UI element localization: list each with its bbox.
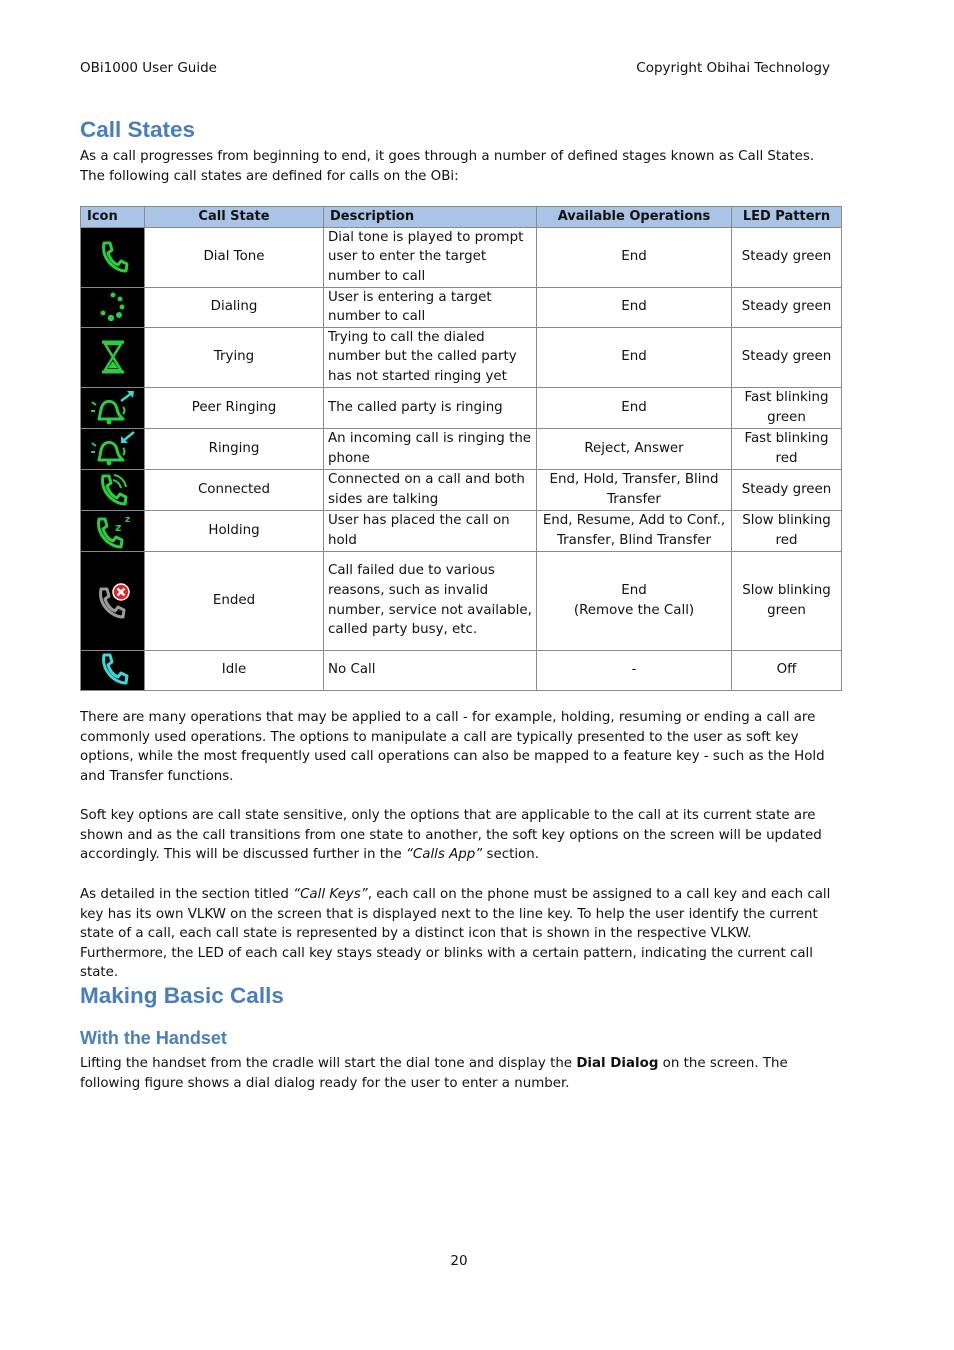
column-header-led-pattern: LED Pattern	[732, 207, 842, 228]
column-header-call-state: Call State	[145, 207, 324, 228]
table-row	[81, 428, 842, 469]
soft-key-paragraph: Soft key options are call state sensitive, only the options that are applicable to the call at its current state are shown and as the call transitions from one state to another, the soft key options on the screen will be updated accordingly. This will be discussed further in the “Calls App” section.	[80, 808, 822, 863]
table-header-row	[81, 207, 842, 228]
table-row	[81, 650, 842, 690]
call-state: Trying	[145, 327, 324, 387]
led-pattern: Slow blinking red	[732, 510, 842, 551]
call-state: Dial Tone	[145, 227, 324, 287]
call-state: Dialing	[145, 287, 324, 327]
operations-paragraph: There are many operations that may be applied to a call - for example, holding, resuming or ending a call are commonly used operations. The options to manipulate a call are typically presented to the user as soft key options, while the most frequently used call operations can also be mapped to a feature key - such as the Hold and Transfer functions.	[80, 710, 825, 784]
column-header-operations: Available Operations	[537, 207, 732, 228]
handset-green-icon	[81, 227, 145, 287]
state-description: Trying to call the dialed number but the called party has not started ringing yet	[324, 327, 537, 387]
available-operations: End, Hold, Transfer, Blind Transfer	[537, 469, 732, 510]
table-row	[81, 469, 842, 510]
operations-text: End	[621, 582, 647, 598]
dialing-dots-icon	[81, 287, 145, 327]
section-heading-call-states: Call States	[80, 117, 196, 142]
call-state: Ended	[145, 551, 324, 650]
subheading-with-handset: With the Handset	[80, 1028, 227, 1048]
led-pattern: Steady green	[732, 327, 842, 387]
dial-dialog-term: Dial Dialog	[576, 1056, 659, 1071]
handset-connected-icon	[81, 469, 145, 510]
state-description: Call failed due to various reasons, such as invalid number, service not available, called party busy, etc.	[324, 551, 537, 650]
available-operations: -	[537, 650, 732, 690]
handset-ended-icon	[81, 551, 145, 650]
bell-outgoing-icon	[81, 387, 145, 428]
led-pattern: Off	[732, 650, 842, 690]
call-state: Connected	[145, 469, 324, 510]
call-states-intro: As a call progresses from beginning to end, it goes through a number of defined stages known as Call States. The following call states are defined for calls on the OBi:	[80, 149, 815, 184]
state-description: User is entering a target number to call	[324, 287, 537, 327]
svg-text:z: z	[114, 520, 121, 534]
led-pattern: Steady green	[732, 287, 842, 327]
table-row	[81, 327, 842, 387]
handset-paragraph: Lifting the handset from the cradle will start the dial tone and display the Dial Dialog on the screen. The following figure shows a dial dialog ready for the user to enter a number.	[80, 1056, 788, 1091]
led-pattern: Slow blinking green	[732, 551, 842, 650]
led-pattern: Steady green	[732, 469, 842, 510]
section-heading-making-calls: Making Basic Calls	[80, 983, 284, 1008]
available-operations: Reject, Answer	[537, 428, 732, 469]
call-keys-reference: “Call Keys”	[293, 887, 368, 902]
call-state: Ringing	[145, 428, 324, 469]
table-row	[81, 510, 842, 551]
call-state: Holding	[145, 510, 324, 551]
handset-hold-icon	[81, 510, 145, 551]
led-pattern: Steady green	[732, 227, 842, 287]
available-operations: End	[537, 227, 732, 287]
calls-app-reference: “Calls App”	[405, 847, 483, 863]
available-operations: End, Resume, Add to Conf., Transfer, Blind Transfer	[537, 510, 732, 551]
state-description: Dial tone is played to prompt user to enter the target number to call	[324, 227, 537, 287]
available-operations: End	[537, 287, 732, 327]
led-pattern: Fast blinking red	[732, 428, 842, 469]
table-row	[81, 387, 842, 428]
call-state: Idle	[145, 650, 324, 690]
available-operations: End	[537, 387, 732, 428]
bell-incoming-icon	[81, 428, 145, 469]
available-operations	[537, 551, 732, 650]
table-row	[81, 551, 842, 650]
state-description: Connected on a call and both sides are talking	[324, 469, 537, 510]
state-description: User has placed the call on hold	[324, 510, 537, 551]
state-description: An incoming call is ringing the phone	[324, 428, 537, 469]
led-pattern: Fast blinking green	[732, 387, 842, 428]
table-row	[81, 287, 842, 327]
column-header-icon: Icon	[81, 207, 145, 228]
table-row	[81, 227, 842, 287]
hourglass-icon	[81, 327, 145, 387]
header-title: OBi1000 User Guide	[80, 60, 217, 76]
available-operations: End	[537, 327, 732, 387]
state-description: The called party is ringing	[324, 387, 537, 428]
operations-note: (Remove the Call)	[573, 602, 695, 618]
call-states-table	[80, 206, 842, 691]
svg-text:z: z	[124, 514, 130, 525]
page-number: 20	[450, 1253, 468, 1269]
state-description: No Call	[324, 650, 537, 690]
column-header-description: Description	[324, 207, 537, 228]
call-keys-paragraph: As detailed in the section titled “Call Keys”, each call on the phone must be assigned to a call key and each call key has its own VLKW on the screen that is displayed next to the line key. To help the user identify the current state of a call, each call state is represented by a distinct icon that is shown in the respective VLKW. Furthermore, the LED of each call key stays steady or blinks with a certain pattern, indicating the current call state.	[80, 887, 831, 981]
header-copyright: Copyright Obihai Technology	[636, 60, 830, 76]
call-state: Peer Ringing	[145, 387, 324, 428]
handset-idle-icon	[81, 650, 145, 690]
